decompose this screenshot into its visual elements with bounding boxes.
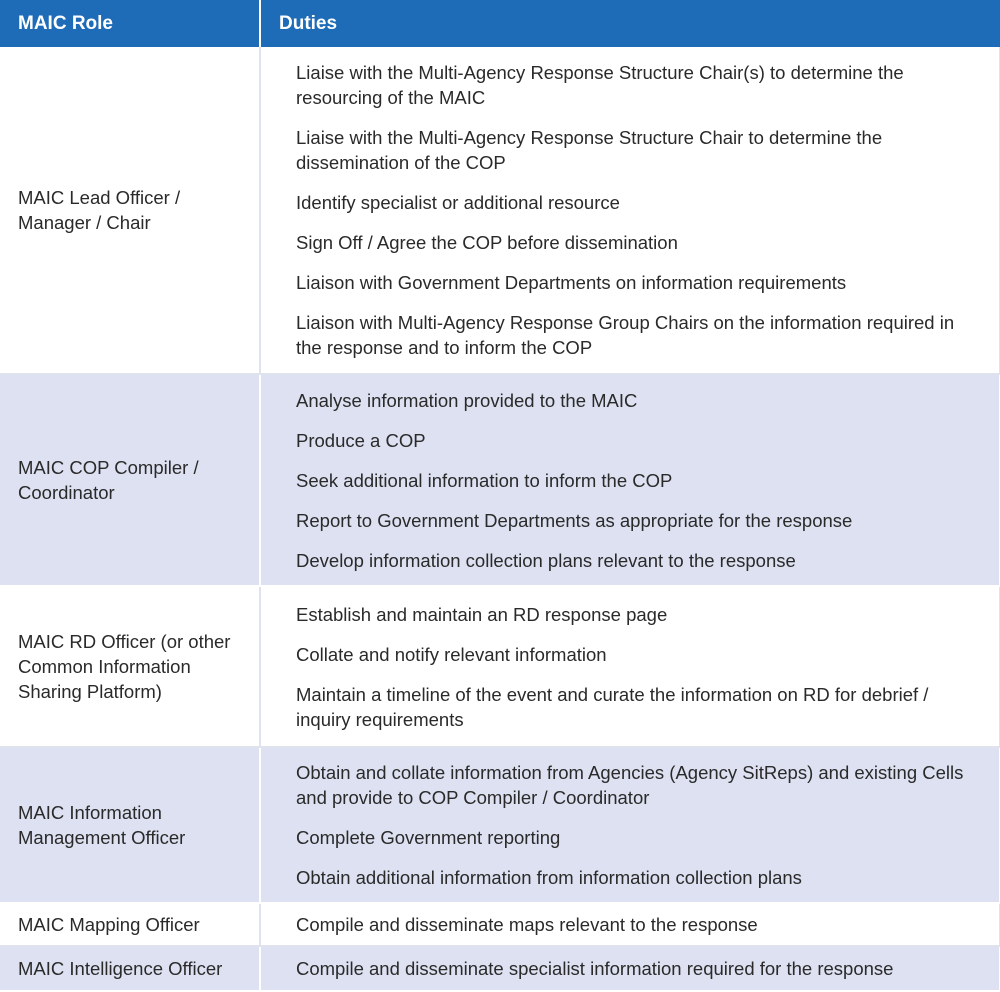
role-cell: MAIC Mapping Officer	[0, 903, 260, 946]
duty-item: Liaison with Government Departments on information requirements	[296, 272, 847, 293]
duty-item: Develop information collection plans relevant to the response	[296, 549, 796, 571]
duty-list	[296, 388, 983, 573]
duty-item: Obtain additional information from information collection plans	[296, 867, 802, 888]
role-cell: MAIC RD Officer (or other Common Information Sharing Platform)	[0, 586, 260, 747]
duty-item: Obtain and collate information from Agencies (Agency SitReps) and existing Cells and provide to COP Compiler / Coordinator	[296, 762, 964, 808]
duty-list	[296, 60, 983, 360]
duty-item: Seek additional information to inform the COP	[296, 469, 673, 491]
duty-item: Complete Government reporting	[296, 827, 561, 848]
duty-item: Establish and maintain an RD response page	[296, 603, 668, 625]
duties-cell	[260, 374, 1000, 586]
table-body	[0, 47, 1000, 991]
duties-cell	[260, 586, 1000, 747]
duties-cell	[260, 946, 1000, 991]
table-row	[0, 747, 1000, 903]
duty-item: Compile and disseminate maps relevant to the response	[296, 914, 758, 935]
duty-list	[296, 912, 983, 937]
table-row	[0, 47, 1000, 374]
duty-item: Liaise with the Multi-Agency Response Structure Chair(s) to determine the resourcing of the MAIC	[296, 62, 904, 108]
role-cell: MAIC Information Management Officer	[0, 747, 260, 903]
duties-cell	[260, 903, 1000, 946]
duty-item: Liaison with Multi-Agency Response Group Chairs on the information required in the response and to inform the COP	[296, 312, 955, 358]
duty-list	[296, 760, 983, 890]
duty-item: Analyse information provided to the MAIC	[296, 389, 638, 411]
duty-item: Identify specialist or additional resource	[296, 192, 620, 213]
duties-cell	[260, 747, 1000, 903]
table-header-row	[0, 0, 1000, 47]
role-cell: MAIC COP Compiler / Coordinator	[0, 374, 260, 586]
duty-item: Report to Government Departments as appropriate for the response	[296, 509, 853, 531]
duties-cell	[260, 47, 1000, 374]
duty-item: Sign Off / Agree the COP before dissemination	[296, 232, 678, 253]
duty-item: Collate and notify relevant information	[296, 643, 607, 665]
duty-list	[296, 602, 983, 732]
header-maic-role: MAIC Role	[0, 0, 260, 47]
header-duties: Duties	[260, 0, 1000, 47]
role-cell: MAIC Intelligence Officer	[0, 946, 260, 991]
table-row	[0, 946, 1000, 991]
duty-item: Liaise with the Multi-Agency Response Structure Chair to determine the dissemination of the COP	[296, 127, 883, 173]
table-row	[0, 374, 1000, 586]
role-cell: MAIC Lead Officer / Manager / Chair	[0, 47, 260, 374]
table-row	[0, 586, 1000, 747]
duty-list	[296, 956, 983, 981]
duty-item: Produce a COP	[296, 429, 426, 451]
duty-item: Compile and disseminate specialist information required for the response	[296, 958, 894, 979]
table-row	[0, 903, 1000, 946]
duty-item: Maintain a timeline of the event and curate the information on RD for debrief / inquiry requirements	[296, 683, 929, 730]
